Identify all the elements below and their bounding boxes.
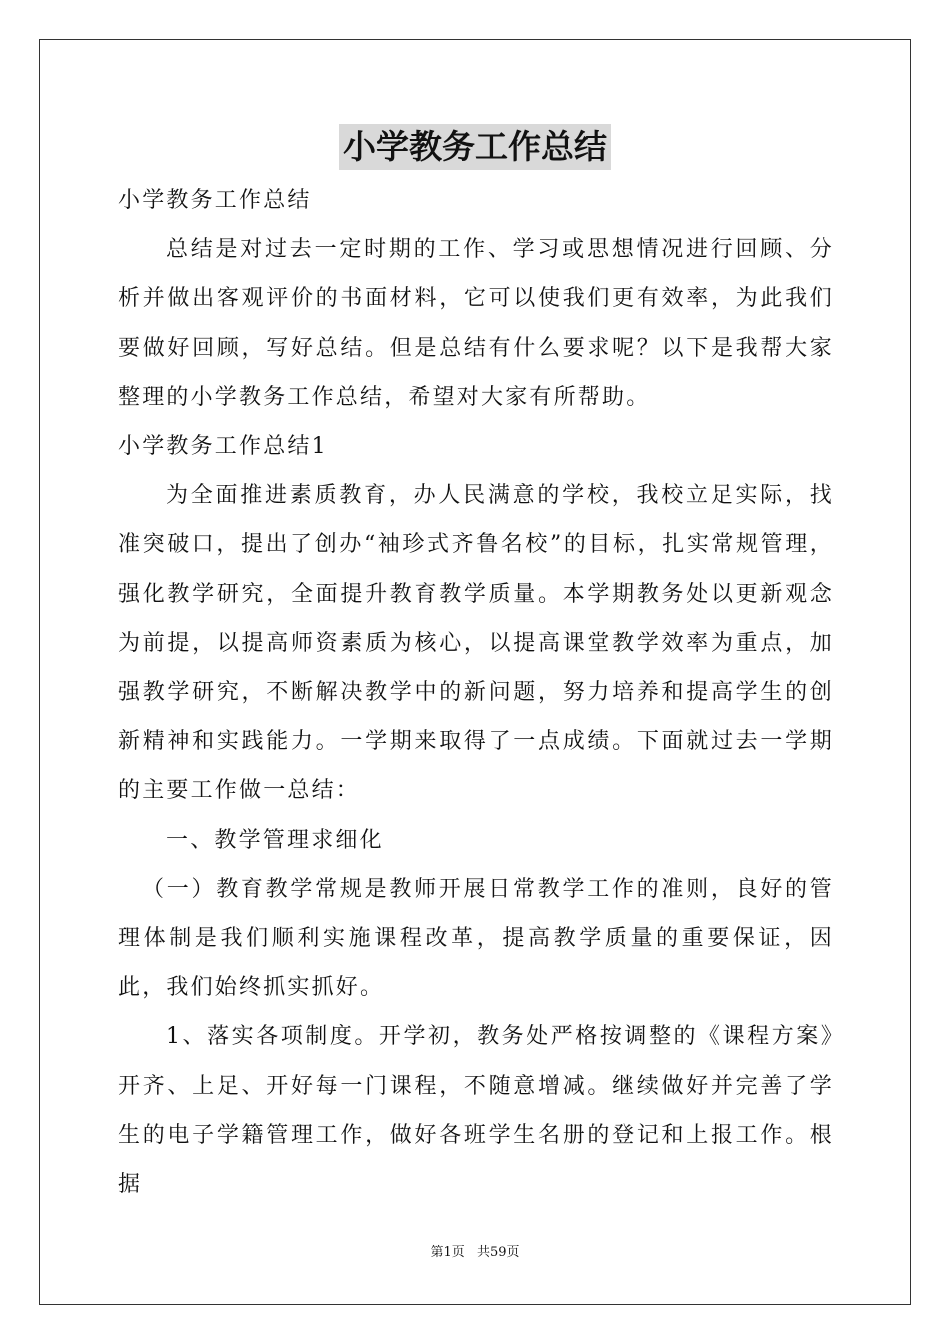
paragraph-body: 1、落实各项制度。开学初，教务处严格按调整的《课程方案》开齐、上足、开好每一门课程，不随意增减。继续做好并完善了学生的电子学籍管理工作，做好各班学生名册的登记和上报工作。根据 — [118, 1024, 834, 1198]
page-number: 第1页 — [430, 1245, 465, 1260]
paragraph-subtitle: 小学教务工作总结 — [118, 188, 312, 213]
document-body — [118, 176, 834, 1209]
paragraph-subheading: 一、教学管理求细化 — [166, 827, 384, 853]
page-footer — [0, 1244, 950, 1262]
paragraph-section-heading: 小学教务工作总结1 — [118, 434, 328, 460]
page-total: 共59页 — [476, 1245, 520, 1260]
paragraph-body: （一）教育教学常规是教师开展日常教学工作的准则，良好的管理体制是我们顺利实施课程改革，提高教学质量的重要保证，因此，我们始终抓实抓好。 — [118, 876, 834, 1001]
title-container — [0, 124, 950, 170]
paragraph-body: 为全面推进素质教育，办人民满意的学校，我校立足实际，找准突破口，提出了创办“袖珍式齐鲁名校”的目标，扎实常规管理，强化教学研究，全面提升教育教学质量。本学期教务处以更新观念为前提，以提高师资素质为核心，以提高课堂教学效率为重点，加强教学研究，不断解决教学中的新问题，努力培养和提高学生的创新精神和实践能力。一学期来取得了一点成绩。下面就过去一学期的主要工作做一总结： — [118, 483, 834, 804]
document-title: 小学教务工作总结 — [339, 124, 611, 170]
paragraph-intro: 总结是对过去一定时期的工作、学习或思想情况进行回顾、分析并做出客观评价的书面材料，它可以使我们更有效率，为此我们要做好回顾，写好总结。但是总结有什么要求呢？以下是我帮大家整理的小学教务工作总结，希望对大家有所帮助。 — [118, 237, 834, 410]
